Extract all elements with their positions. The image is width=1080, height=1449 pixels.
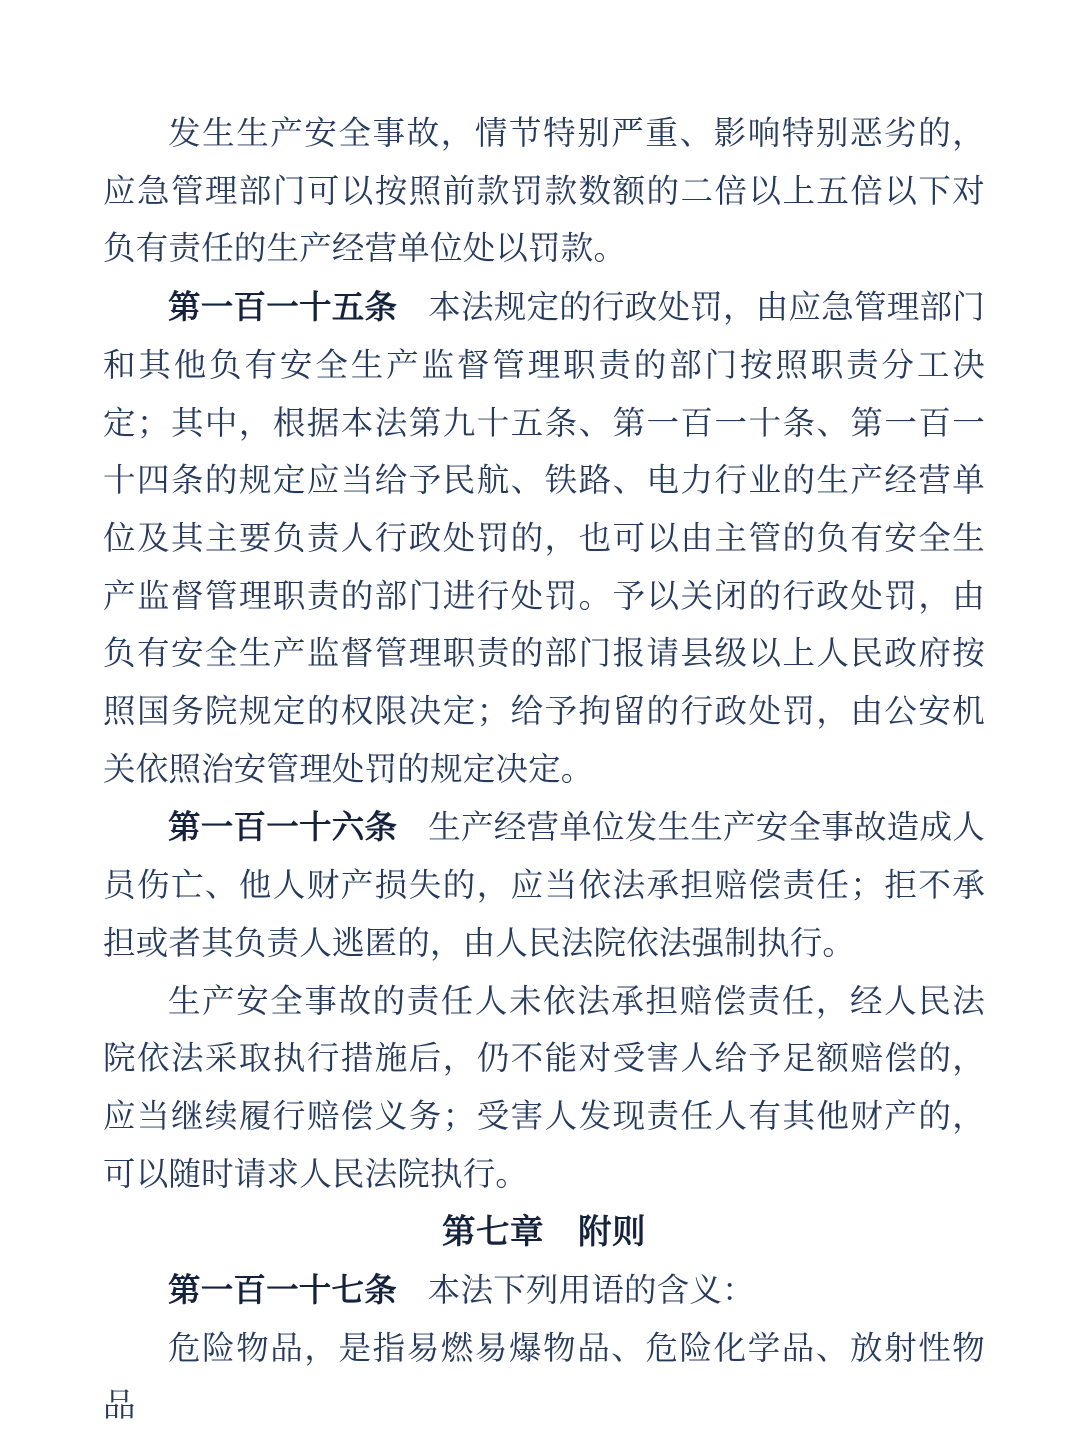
article-116-text: 生产经营单位发生生产安全事故造成人员伤亡、他人财产损失的，应当依法承担赔偿责任；拒不承担或者其负责人逃匿的，由人民法院依法强制执行。 [103, 810, 986, 962]
paragraph-article-115 [103, 279, 985, 799]
chapter-7-heading: 第七章 附则 [442, 1214, 646, 1252]
article-117-number: 第一百一十七条 [168, 1272, 397, 1309]
paragraph-compensation-liability: 生产安全事故的责任人未依法承担赔偿责任，经人民法院依法采取执行措施后，仍不能对受害人给予足额赔偿的，应当继续履行赔偿义务；受害人发现责任人有其他财产的，可以随时请求人民法院执行。 [103, 983, 985, 1193]
paragraph-article-116 [103, 799, 985, 973]
document-text-block [103, 106, 985, 1436]
paragraph-article-117 [103, 1262, 985, 1321]
article-115-text: 本法规定的行政处罚，由应急管理部门和其他负有安全生产监督管理职责的部门按照职责分工决定；其中，根据本法第九十五条、第一百一十条、第一百一十四条的规定应当给予民航、铁路、电力行业的生产经营单位及其主要负责人行政处罚的，也可以由主管的负有安全生产监督管理职责的部门进行处罚。予以关闭的行政处罚，由负有安全生产监督管理职责的部门报请县级以上人民政府按照国务院规定的权限决定；给予拘留的行政处罚，由公安机关依照治安管理处罚的规定决定。 [103, 290, 986, 788]
paragraph-dangerous-goods-definition: 危险物品，是指易燃易爆物品、危险化学品、放射性物品 [103, 1330, 985, 1425]
paragraph-penalty-severe-cases: 发生生产安全事故，情节特别严重、影响特别恶劣的，应急管理部门可以按照前款罚款数额的二倍以上五倍以下对负有责任的生产经营单位处以罚款。 [103, 116, 985, 268]
article-115-number: 第一百一十五条 [168, 289, 398, 326]
article-116-number: 第一百一十六条 [168, 809, 398, 846]
article-117-text: 本法下列用语的含义： [427, 1273, 755, 1310]
